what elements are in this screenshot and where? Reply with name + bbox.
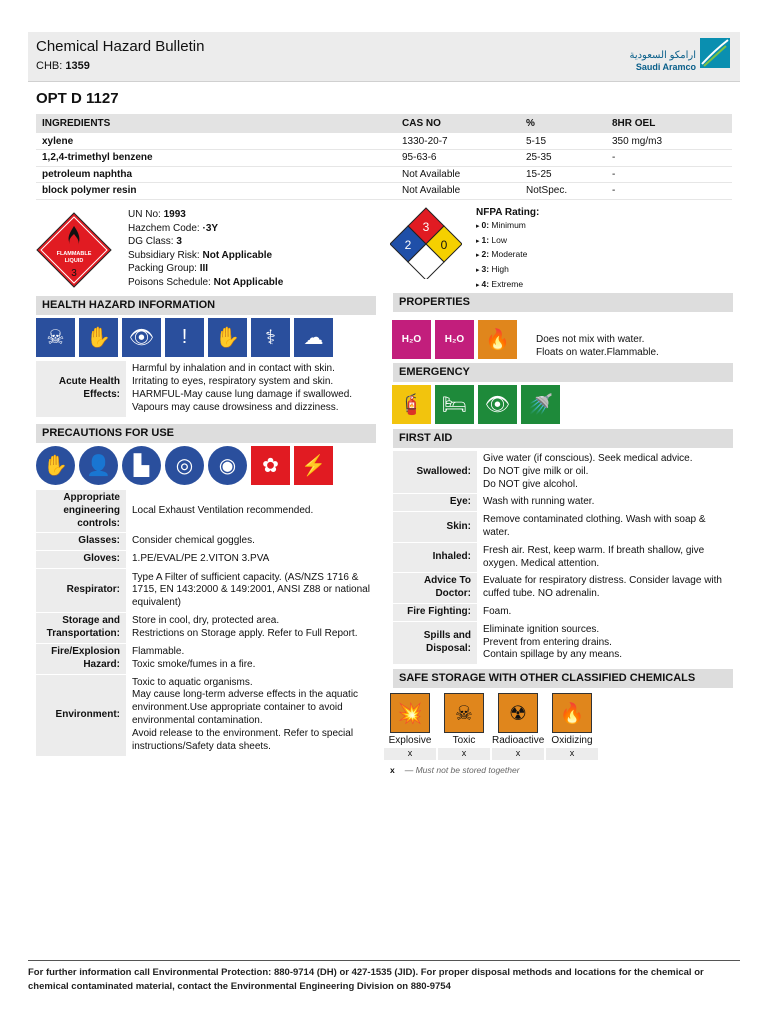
first-aid-heading: FIRST AID	[393, 429, 733, 448]
skull-icon: ☠	[444, 693, 484, 733]
nfpa-diamond-icon	[390, 207, 462, 279]
nfpa-reactivity: 0	[440, 238, 448, 252]
first-aid-table: Swallowed: Give water (if conscious). Seek medical advice. Do NOT give milk or oil. Do NOT give alcohol. Eye: Wash with running water. Skin: Remove contaminated clothing. Wash with soap & water. Inhaled: Fresh air. Rest, keep warm. If breath shallow, give oxygen. Medical attention. Advice To Doctor: Evaluate for respiratory distress. Consider lavage with cuffed tube. NO adrenalin. Fire Fighting: Foam. Spills and Disposal: Eliminate ignition sources. Prevent from entering drains. Contain spillage by any means.	[393, 451, 733, 665]
lung-damage-icon: ⚕	[251, 318, 290, 357]
aramco-logo	[622, 36, 732, 78]
oxidizing-icon: 🔥	[552, 693, 592, 733]
radioactive-icon: ☢	[498, 693, 538, 733]
goggles-icon: ◉	[208, 446, 247, 485]
nfpa-flammability: 3	[422, 220, 430, 234]
storage-legend: x — Must not be stored together	[390, 765, 520, 775]
storage-item: ☠ Toxic x	[444, 693, 484, 760]
product-name: OPT D 1127	[36, 90, 119, 107]
table-row: block polymer resin Not Available NotSpec. -	[36, 183, 732, 200]
gloves-icon: ✋	[36, 446, 75, 485]
flammable-liquid-diamond-icon	[36, 212, 112, 288]
header	[28, 32, 740, 82]
dangerous-goods-info: UN No: 1993 Hazchem Code: ·3Y DG Class: 3 Subsidiary Risk: Not Applicable Packing Group: III Poisons Schedule: Not Applicable	[128, 209, 284, 288]
flammable-icon: 🔥	[478, 320, 517, 359]
precautions-table: Appropriate engineering controls: Local Exhaust Ventilation recommended. Glasses: Consider chemical goggles. Gloves: 1.PE/EVAL/PE 2.VITON 3.PVA Respirator: Type A Filter of sufficient capacity. (AS/NZS 1716 & 1715, EN 143:2000 & 149:2001, ANSI Z88 or national equivalent) Storage and Transportation: Store in cool, dry, protected area. Restrictions on Storage apply. Refer to Full Report. Fire/Explosion Hazard: Flammable. Toxic smoke/fumes in a fire. Environment: Toxic to aquatic organisms. May cause long-term adverse effects in the aquatic environment.Use appropriate container to avoid environmental contamination. Avoid release to the environment. Refer to special instructions/Safety data sheets.	[36, 490, 376, 757]
col-header: 8HR OEL	[606, 114, 732, 133]
skin-irritant-icon: ✋	[208, 318, 247, 357]
page-title: Chemical Hazard Bulletin	[36, 38, 205, 55]
eye-irritant-icon: 👁	[122, 318, 161, 357]
emergency-heading: EMERGENCY	[393, 363, 733, 382]
acute-health-effects: Acute Health Effects: Harmful by inhalation and in contact with skin. Irritating to eyes, respiratory system and skin. HARMFUL-May cause lung damage if swallowed. Vapours may cause drowsiness and dizziness.	[36, 361, 376, 418]
svg-text:FLAMMABLE: FLAMMABLE	[56, 251, 92, 257]
table-row: 1,2,4-trimethyl benzene 95-63-6 25-35 -	[36, 150, 732, 167]
storage-compatibility	[390, 693, 592, 760]
logo-arabic: ارامكو السعودية	[629, 50, 696, 61]
properties-heading: PROPERTIES	[393, 293, 733, 312]
storage-item: 🔥 Oxidizing x	[552, 693, 592, 760]
eye-wash-icon: 👁	[478, 385, 517, 424]
skin-contact-hazard-icon: ✋	[79, 318, 118, 357]
precautions-heading: PRECAUTIONS FOR USE	[36, 424, 376, 443]
floats-on-water-icon: H₂O	[435, 320, 474, 359]
footer-contact: For further information call Environmental Protection: 880-9714 (DH) or 427-1535 (JID). For proper disposal methods and locations for the chemical or chemical contaminated material, contact the Environmental Engineering Division on 880-9754	[28, 960, 740, 994]
protective-suit-icon: 👤	[79, 446, 118, 485]
chb-number: CHB: 1359	[36, 60, 90, 72]
boots-icon: ▙	[122, 446, 161, 485]
col-header: CAS NO	[396, 114, 520, 133]
no-ignition-icon: ✿	[251, 446, 290, 485]
storage-item: ☢ Radioactive x	[498, 693, 538, 760]
nfpa-health: 2	[404, 238, 412, 252]
lung-irritant-icon: !	[165, 318, 204, 357]
ingredients-table	[36, 114, 732, 200]
table-row: petroleum naphtha Not Available 15-25 -	[36, 166, 732, 183]
health-hazard-heading: HEALTH HAZARD INFORMATION	[36, 296, 376, 315]
drowsiness-icon: ☁	[294, 318, 333, 357]
table-row: xylene 1330-20-7 5-15 350 mg/m3	[36, 133, 732, 150]
respirator-icon: ◎	[165, 446, 204, 485]
svg-text:LIQUID: LIQUID	[64, 258, 84, 264]
rest-bed-icon: 🛏	[435, 385, 474, 424]
col-header: INGREDIENTS	[36, 114, 396, 133]
svg-text:3: 3	[71, 268, 77, 279]
safe-storage-heading: SAFE STORAGE WITH OTHER CLASSIFIED CHEMICALS	[393, 669, 733, 688]
explosive-icon: 💥	[390, 693, 430, 733]
inhalation-hazard-icon: ☠	[36, 318, 75, 357]
safety-shower-icon: 🚿	[521, 385, 560, 424]
properties-text: Does not mix with water. Floats on water.Flammable.	[536, 334, 659, 358]
no-sparks-icon: ⚡	[294, 446, 333, 485]
fire-extinguisher-icon: 🧯	[392, 385, 431, 424]
logo-english: Saudi Aramco	[635, 62, 696, 72]
nfpa-legend: NFPA Rating: ▸ 0: Minimum ▸ 1: Low ▸ 2: Moderate ▸ 3: High ▸ 4: Extreme	[476, 206, 539, 293]
storage-item: 💥 Explosive x	[390, 693, 430, 760]
col-header: %	[520, 114, 606, 133]
immiscible-water-icon: H₂O	[392, 320, 431, 359]
